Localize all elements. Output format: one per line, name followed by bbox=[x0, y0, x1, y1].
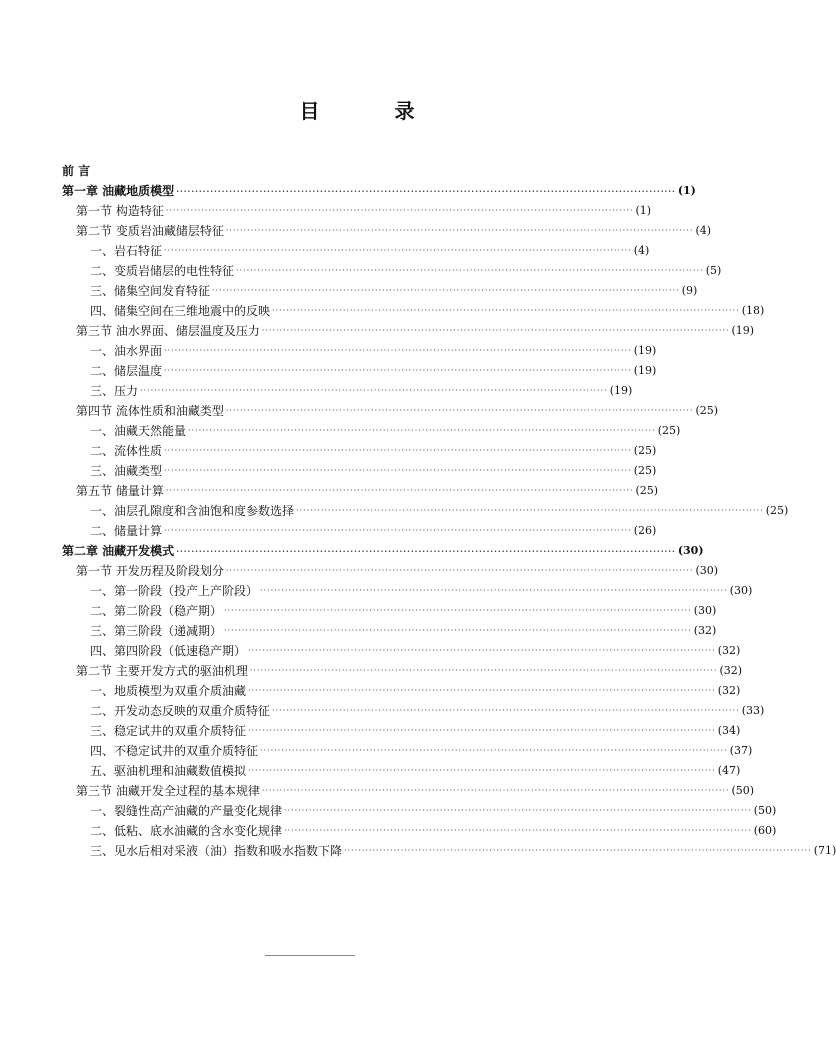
leader-dots: ···································································································································· bbox=[260, 746, 728, 755]
toc-entry-item bbox=[90, 358, 657, 378]
toc-entry-preface bbox=[62, 158, 610, 178]
toc-page: (50) bbox=[753, 804, 777, 817]
leader-dots: ···································································································································· bbox=[249, 666, 718, 675]
toc-entry-item bbox=[90, 458, 657, 478]
toc-page: (19) bbox=[609, 384, 633, 397]
leader-dots: ···································································································································· bbox=[296, 506, 764, 515]
leader-dots: ···································································································································· bbox=[164, 526, 632, 535]
toc-entry-section bbox=[76, 318, 755, 338]
toc-entry-chapter bbox=[62, 538, 704, 558]
leader-dots: ···································································································································· bbox=[225, 566, 694, 575]
leader-dots: ···································································································································· bbox=[164, 366, 632, 375]
toc-label: 四、储集空间在三维地震中的反映 bbox=[90, 304, 271, 318]
leader-dots: ···································································································································· bbox=[188, 426, 656, 435]
toc-entry-item bbox=[90, 578, 753, 598]
toc-entry-section bbox=[76, 398, 719, 418]
leader-dots: ···································································································································· bbox=[284, 826, 752, 835]
toc-page: (32) bbox=[717, 644, 741, 657]
toc-entry-item bbox=[90, 338, 657, 358]
toc-page: (47) bbox=[717, 764, 741, 777]
toc-page: (30) bbox=[677, 544, 704, 557]
toc-entry-item bbox=[90, 498, 789, 518]
toc-page: (1) bbox=[677, 184, 696, 197]
toc-label: 三、见水后相对采液（油）指数和吸水指数下降 bbox=[90, 844, 343, 858]
toc-label: 二、储量计算 bbox=[90, 524, 163, 538]
toc-page: (25) bbox=[635, 484, 659, 497]
toc-page: (19) bbox=[633, 344, 657, 357]
toc-entry-item bbox=[90, 238, 650, 258]
toc-entry-item bbox=[90, 838, 836, 858]
toc-page: (5) bbox=[705, 264, 722, 277]
leader-dots: ···································································································································· bbox=[248, 686, 716, 695]
toc-page: (4) bbox=[695, 224, 712, 237]
leader-dots: ···································································································································· bbox=[261, 326, 730, 335]
toc-label: 三、压力 bbox=[90, 384, 139, 398]
toc-page: (1) bbox=[635, 204, 652, 217]
toc-page: (71) bbox=[813, 844, 836, 857]
toc-label: 第三节 油水界面、储层温度及压力 bbox=[76, 324, 260, 338]
toc-page: (19) bbox=[731, 324, 755, 337]
toc-entry-item bbox=[90, 378, 633, 398]
leader-dots: ···································································································································· bbox=[164, 346, 632, 355]
leader-dots: ···································································································································· bbox=[225, 406, 694, 415]
toc-label: 二、储层温度 bbox=[90, 364, 163, 378]
toc-entry-item bbox=[90, 278, 698, 298]
toc-label: 四、不稳定试井的双重介质特征 bbox=[90, 744, 259, 758]
toc-entry-item bbox=[90, 698, 765, 718]
toc-page: (32) bbox=[717, 684, 741, 697]
toc-entry-item bbox=[90, 638, 741, 658]
leader-dots: ···································································································································· bbox=[176, 546, 676, 556]
toc-entry-item bbox=[90, 818, 777, 838]
toc-label: 一、岩石特征 bbox=[90, 244, 163, 258]
leader-dots: ···································································································································· bbox=[164, 446, 632, 455]
leader-dots: ···································································································································· bbox=[176, 186, 676, 196]
toc-entry-section bbox=[76, 198, 652, 218]
toc-entry-item bbox=[90, 798, 777, 818]
toc-page: (37) bbox=[729, 744, 753, 757]
toc-label: 第三节 油藏开发全过程的基本规律 bbox=[76, 784, 260, 798]
leader-dots: ···································································································································· bbox=[344, 846, 812, 855]
toc-page: (33) bbox=[741, 704, 765, 717]
footer-rule bbox=[265, 955, 355, 956]
leader-dots: ···································································································································· bbox=[248, 766, 716, 775]
toc-entry-section bbox=[76, 658, 743, 678]
toc-label: 二、第二阶段（稳产期） bbox=[90, 604, 223, 618]
toc-label: 三、稳定试井的双重介质特征 bbox=[90, 724, 247, 738]
toc-label: 三、储集空间发育特征 bbox=[90, 284, 211, 298]
toc-label: 四、第四阶段（低速稳产期） bbox=[90, 644, 247, 658]
leader-dots: ···································································································································· bbox=[248, 646, 716, 655]
toc-page: (30) bbox=[693, 604, 717, 617]
leader-dots: ···································································································································· bbox=[212, 286, 680, 295]
toc-label: 第一节 开发历程及阶段划分 bbox=[76, 564, 224, 578]
toc-page: (9) bbox=[681, 284, 698, 297]
leader-dots: ···································································································································· bbox=[260, 586, 728, 595]
toc-page: (26) bbox=[633, 524, 657, 537]
toc-label: 二、低粘、底水油藏的含水变化规律 bbox=[90, 824, 283, 838]
toc-page: (30) bbox=[729, 584, 753, 597]
toc-entry-section bbox=[76, 218, 712, 238]
toc-label: 第五节 储量计算 bbox=[76, 484, 164, 498]
leader-dots: ···································································································································· bbox=[248, 726, 716, 735]
leader-dots: ···································································································································· bbox=[272, 706, 740, 715]
leader-dots: ···································································································································· bbox=[224, 626, 692, 635]
toc-entry-section bbox=[76, 778, 755, 798]
toc-label: 一、第一阶段（投产上产阶段） bbox=[90, 584, 259, 598]
toc-page: (34) bbox=[717, 724, 741, 737]
leader-dots: ···································································································································· bbox=[165, 206, 634, 215]
toc-label: 一、裂缝性高产油藏的产量变化规律 bbox=[90, 804, 283, 818]
toc-label: 二、变质岩储层的电性特征 bbox=[90, 264, 235, 278]
toc-page: (25) bbox=[695, 404, 719, 417]
leader-dots: ···································································································································· bbox=[225, 226, 694, 235]
toc-entry-item bbox=[90, 718, 741, 738]
toc-entry-item bbox=[90, 258, 722, 278]
toc-label: 一、油藏天然能量 bbox=[90, 424, 187, 438]
toc-label: 二、流体性质 bbox=[90, 444, 163, 458]
toc-label: 第一章 油藏地质模型 bbox=[62, 184, 175, 198]
toc-page: (4) bbox=[633, 244, 650, 257]
toc-page: (32) bbox=[719, 664, 743, 677]
toc-label: 五、驱油机理和油藏数值模拟 bbox=[90, 764, 247, 778]
toc-page: (60) bbox=[753, 824, 777, 837]
toc-page: (25) bbox=[633, 444, 657, 457]
toc-entry-item bbox=[90, 418, 681, 438]
toc-label: 三、第三阶段（递减期） bbox=[90, 624, 223, 638]
leader-dots: ···································································································································· bbox=[261, 786, 730, 795]
toc-entry-item bbox=[90, 738, 753, 758]
toc-page: (25) bbox=[633, 464, 657, 477]
toc-entry-item bbox=[90, 438, 657, 458]
toc-entry-chapter bbox=[62, 178, 696, 198]
toc-page: (25) bbox=[765, 504, 789, 517]
toc-page: (50) bbox=[731, 784, 755, 797]
toc-entry-item bbox=[90, 618, 717, 638]
toc-entry-item bbox=[90, 598, 717, 618]
leader-dots: ···································································································································· bbox=[236, 266, 704, 275]
leader-dots: ···································································································································· bbox=[224, 606, 692, 615]
toc-label: 二、开发动态反映的双重介质特征 bbox=[90, 704, 271, 718]
toc-entry-section bbox=[76, 478, 659, 498]
toc-label: 第二节 主要开发方式的驱油机理 bbox=[76, 664, 248, 678]
toc-label: 第一节 构造特征 bbox=[76, 204, 164, 218]
page-title: 目 录 bbox=[299, 99, 449, 123]
toc-page: (30) bbox=[695, 564, 719, 577]
leader-dots: ···································································································································· bbox=[165, 486, 634, 495]
toc-entry-item bbox=[90, 518, 657, 538]
leader-dots: ···································································································································· bbox=[284, 806, 752, 815]
toc-page: (32) bbox=[693, 624, 717, 637]
leader-dots: ···································································································································· bbox=[272, 306, 740, 315]
toc-label: 第二节 变质岩油藏储层特征 bbox=[76, 224, 224, 238]
toc-page: (25) bbox=[657, 424, 681, 437]
toc-label: 一、油层孔隙度和含油饱和度参数选择 bbox=[90, 504, 295, 518]
leader-dots: ···································································································································· bbox=[164, 466, 632, 475]
toc-label: 一、地质模型为双重介质油藏 bbox=[90, 684, 247, 698]
toc-page: (19) bbox=[633, 364, 657, 377]
toc-label: 第四节 流体性质和油藏类型 bbox=[76, 404, 224, 418]
toc-page: (18) bbox=[741, 304, 765, 317]
leader-dots: ···································································································································· bbox=[164, 246, 632, 255]
toc-entry-item bbox=[90, 758, 741, 778]
leader-dots: ···································································································································· bbox=[140, 386, 608, 395]
toc-entry-section bbox=[76, 558, 719, 578]
toc-label: 一、油水界面 bbox=[90, 344, 163, 358]
toc-entry-item bbox=[90, 298, 765, 318]
toc-entry-item bbox=[90, 678, 741, 698]
toc-label: 第二章 油藏开发模式 bbox=[62, 544, 175, 558]
toc-label: 三、油藏类型 bbox=[90, 464, 163, 478]
toc-label: 前 言 bbox=[62, 164, 91, 178]
